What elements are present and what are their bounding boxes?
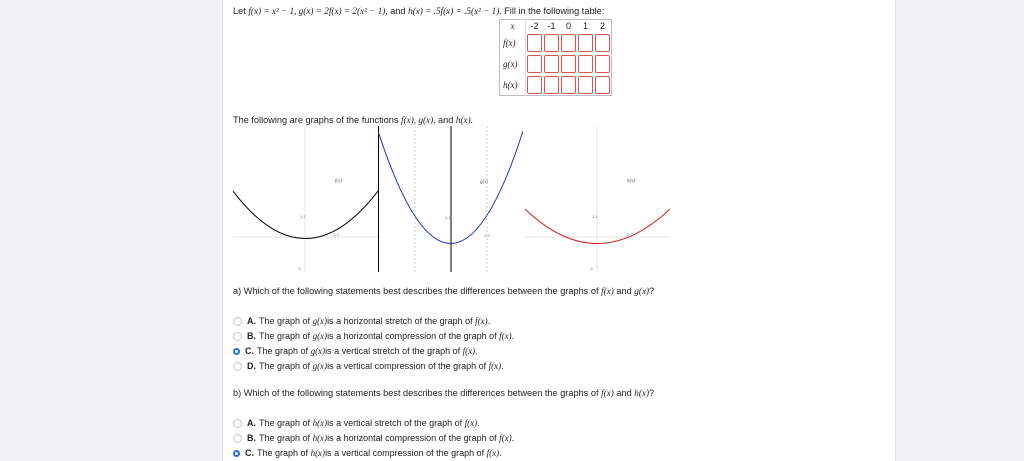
intro-text: Fill in the following table:	[501, 6, 605, 16]
fill-in-table	[499, 19, 612, 96]
tick-mark: 2,3	[333, 232, 339, 237]
x-header: x	[500, 20, 526, 33]
intro-math-f-g: f(x) = x² − 1, g(x) = 2f(x) = 2(x² − 1),	[248, 6, 388, 16]
tick-mark: -3	[589, 266, 593, 271]
table-cell	[526, 32, 544, 53]
question-a-option-a[interactable]: A. The graph of g(x) is a horizontal stretch of the graph of f(x) .	[233, 316, 490, 326]
question-panel	[222, 0, 896, 461]
question-b-option-c[interactable]: C. The graph of h(x) is a vertical compression of the graph of f(x) .	[233, 448, 502, 458]
table-cell	[594, 74, 612, 96]
table-cell	[543, 53, 560, 74]
graph-label: f(x)	[335, 179, 342, 184]
table-cell	[577, 32, 594, 53]
question-a: a) Which of the following statements best describes the differences between the graphs of f(x) and g(x)?	[233, 286, 655, 296]
radio-button-selected[interactable]	[233, 450, 240, 457]
table-cell	[560, 53, 577, 74]
radio-button[interactable]	[233, 434, 242, 443]
radio-button[interactable]	[233, 419, 242, 428]
table-cell	[560, 74, 577, 96]
answer-input-g-2[interactable]	[595, 55, 610, 73]
tick-mark: 1,1	[445, 215, 451, 220]
question-a-option-d[interactable]: D. The graph of g(x) is a vertical compression of the graph of f(x) .	[233, 361, 504, 371]
column-header: 0	[565, 21, 571, 31]
radio-button[interactable]	[233, 332, 242, 341]
tick-mark: 2,3	[627, 232, 633, 237]
answer-input-g-0[interactable]	[561, 55, 576, 73]
question-b-option-a[interactable]: A. The graph of h(x) is a vertical stretch of the graph of f(x) .	[233, 418, 480, 428]
graphs-caption: The following are graphs of the functions f(x), g(x), and h(x).	[233, 115, 473, 125]
intro-text: and	[387, 6, 409, 16]
answer-input-h-neg2[interactable]	[527, 76, 542, 94]
intro-text: Let	[233, 6, 249, 16]
table-cell	[526, 53, 544, 74]
answer-input-g-neg2[interactable]	[527, 55, 542, 73]
table-cell	[543, 32, 560, 53]
table-cell	[577, 74, 594, 96]
answer-input-h-0[interactable]	[561, 76, 576, 94]
question-a-option-c[interactable]: C. The graph of g(x) is a vertical stretch of the graph of f(x) .	[233, 346, 478, 356]
answer-input-f-neg1[interactable]	[544, 34, 559, 52]
question-a-option-b[interactable]: B. The graph of g(x) is a horizontal compression of the graph of f(x) .	[233, 331, 514, 341]
table-row	[500, 53, 612, 74]
graph-label: g(x)	[480, 180, 489, 185]
tick-mark: 2,3	[484, 233, 490, 238]
table-cell	[526, 74, 544, 96]
table-cell	[543, 74, 560, 96]
answer-input-h-neg1[interactable]	[544, 76, 559, 94]
row-label: h(x)	[500, 74, 526, 96]
table-cell	[577, 53, 594, 74]
graph-label: h(x)	[627, 179, 636, 184]
answer-input-f-neg2[interactable]	[527, 34, 542, 52]
answer-input-g-1[interactable]	[578, 55, 593, 73]
question-b: b) Which of the following statements best describes the differences between the graphs of f(x) and h(x)?	[233, 388, 655, 398]
table-row	[500, 32, 612, 53]
intro-math-h: h(x) = .5f(x) = .5(x² − 1).	[408, 6, 502, 16]
radio-button[interactable]	[233, 317, 242, 326]
answer-input-g-neg1[interactable]	[544, 55, 559, 73]
row-label: g(x)	[500, 53, 526, 74]
answer-input-f-0[interactable]	[561, 34, 576, 52]
table-cell	[594, 53, 612, 74]
table-row	[500, 74, 612, 96]
graph-g	[378, 126, 523, 272]
problem-statement	[233, 6, 604, 16]
table-cell	[560, 32, 577, 53]
radio-button[interactable]	[233, 362, 242, 371]
radio-button-selected[interactable]	[233, 348, 240, 355]
graph-h	[525, 126, 670, 272]
column-header: -2	[530, 21, 539, 31]
row-label: f(x)	[500, 32, 526, 53]
column-header: -1	[547, 21, 556, 31]
table-cell	[594, 32, 612, 53]
graph-f	[233, 126, 378, 272]
answer-input-f-1[interactable]	[578, 34, 593, 52]
tick-mark: 1,1	[592, 214, 598, 219]
answer-input-h-1[interactable]	[578, 76, 593, 94]
tick-mark: -3	[297, 266, 301, 271]
column-header: 1	[582, 21, 588, 31]
question-b-option-b[interactable]: B. The graph of h(x) is a horizontal compression of the graph of f(x) .	[233, 433, 514, 443]
answer-input-h-2[interactable]	[595, 76, 610, 94]
answer-input-f-2[interactable]	[595, 34, 610, 52]
column-header: 2	[599, 21, 605, 31]
tick-mark: 1,1	[300, 214, 306, 219]
